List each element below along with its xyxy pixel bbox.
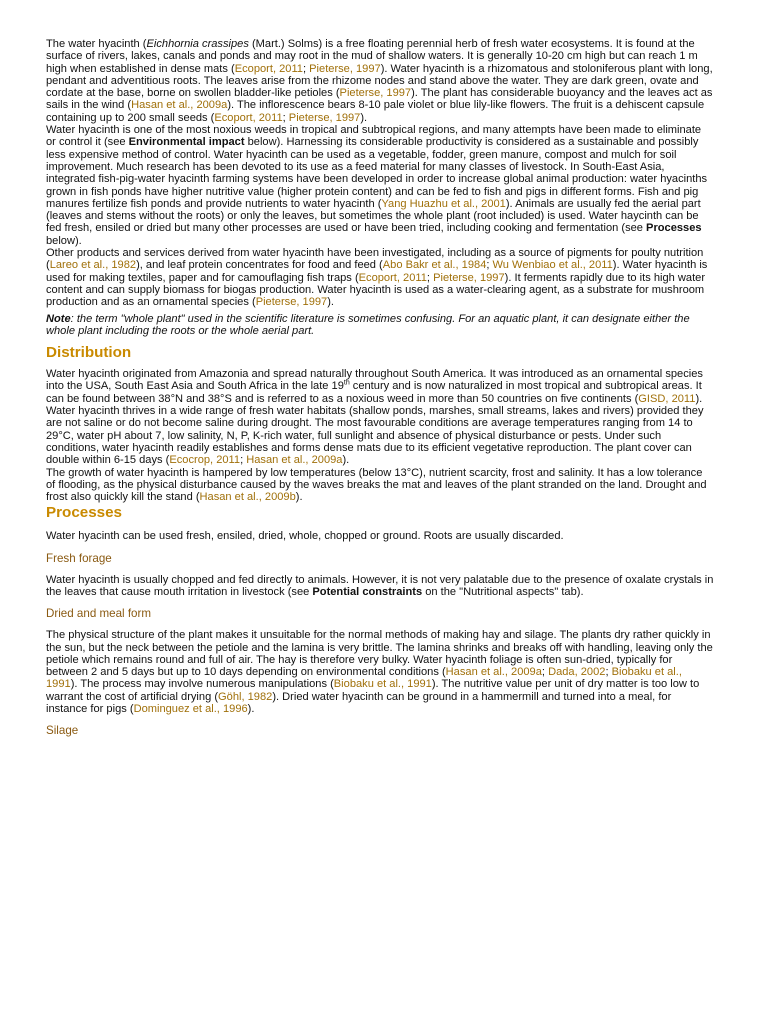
intro-paragraph-2 xyxy=(46,124,714,247)
text: ), and leaf protein concentrates for food and feed ( xyxy=(136,259,383,272)
text: ). It ferments rapidly due to its high water content and can supply biomass for biogas production. Water hyacinth is used as a water-clearing agent, as a substrate for mushroom production and as an ornamental species ( xyxy=(46,271,706,309)
citation-link[interactable]: Hasan et al., 2009a xyxy=(131,99,228,112)
subheading-dried-meal-form: Dried and meal form xyxy=(46,607,152,621)
text: century and is now naturalized in most tropical and subtropical areas. It can be found between 38°N and 38°S and is referred to as a noxious weed in more than 50 countries on five continents ( xyxy=(46,380,702,405)
text: below). xyxy=(46,234,82,247)
citation-link[interactable]: GISD, 2011 xyxy=(638,392,696,405)
subheading-fresh-forage: Fresh forage xyxy=(46,551,112,565)
text: ; xyxy=(302,62,310,75)
text: Water hyacinth is usually chopped and fed directly to animals. However, it is not very palatable due to the presence of oxalate crystals in the leaves that cause mouth irritation in livestock (see xyxy=(46,573,714,598)
text: ). Dried water hyacinth can be ground in a hammermill and turned into a meal, for instance for pigs ( xyxy=(46,690,672,716)
citation-link[interactable]: Yang Huazhu et al., 2001 xyxy=(381,197,506,210)
subheading-silage: Silage xyxy=(46,724,79,738)
citation-link[interactable]: Dominguez et al., 1996 xyxy=(133,703,248,716)
text: The growth of water hyacinth is hampered by low temperatures (below 13°C), nutrient scarcity, frost and salinity. It has a low tolerance of flooding, as the physical disturbance caused by the waves breaks the mat and leaves of the plant stranded on the land. Drought and frost also quickly kill the stand ( xyxy=(46,466,707,504)
text: (Mart.) Solms) is a free floating perennial herb of fresh water ecosystems. It is found at the surface of rivers, lakes, canals and ponds and may root in the mud of shallow waters. It is generally 10-20 cm high but can reach 1 m high when established in dense mats ( xyxy=(46,38,698,75)
citation-link[interactable]: Wu Wenbiao et al., 2011 xyxy=(492,259,613,272)
text: ). xyxy=(247,703,255,716)
text: Water hyacinth thrives in a wide range of fresh water habitats (shallow ponds, marshes, small streams, lakes and rivers) provided they are not saline or do not become saline during drought. The most favourable conditions are average temperatures ranging from 14 to 29°C, water pH about 7, low salinity, N, P, K-rich water, full sunlight and absence of physical disturbance or pests. Under such conditions, water hyacinth readily establishes and forms dense mats due to its efficient vegetative reproduction. The plant cover can double within 6-15 days ( xyxy=(46,405,704,467)
citation-link[interactable]: Biobaku et al., 1991 xyxy=(46,666,682,691)
species-name: Eichhornia crassipes xyxy=(146,38,249,50)
distribution-paragraph-1 xyxy=(46,368,714,405)
section-reference: Processes xyxy=(646,222,702,235)
citation-link[interactable]: Abo Bakr et al., 1984 xyxy=(382,259,487,272)
citation-link[interactable]: Pieterse, 1997 xyxy=(433,271,505,284)
text: ). Water hyacinth is used for making textiles, paper and for camouflaging fish traps ( xyxy=(46,259,708,284)
text: Water hyacinth is one of the most noxious weeds in tropical and subtropical regions, and many attempts have been made to eliminate or control it (see xyxy=(46,124,702,149)
text: ). The plant has considerable buoyancy and the leaves act as sails in the wind ( xyxy=(46,87,713,112)
note-paragraph xyxy=(46,313,714,338)
note-text: : the term "whole plant" used in the scientific literature is sometimes confusing. For an aquatic plant, it can designate either the whole plant including the roots or the whole aerial part. xyxy=(46,312,690,337)
text: ). xyxy=(360,111,368,124)
citation-link[interactable]: Dada, 2002 xyxy=(548,666,606,679)
text: ; xyxy=(426,271,434,284)
text: ). The inflorescence bears 8-10 pale violet or blue lily-like flowers. The fruit is a dehiscent capsule containing up to 200 small seeds ( xyxy=(46,99,705,124)
fresh-forage-paragraph xyxy=(46,574,714,599)
text: ). The process may involve numerous manipulations ( xyxy=(70,678,334,691)
intro-paragraph-1 xyxy=(46,38,714,124)
text: ; xyxy=(541,666,549,679)
text: ; xyxy=(240,454,247,467)
citation-link[interactable]: Biobaku et al., 1991 xyxy=(333,678,432,691)
text: ; xyxy=(282,111,289,124)
text: The water hyacinth ( xyxy=(46,38,147,50)
citation-link[interactable]: Ecoport, 2011 xyxy=(234,62,303,75)
text: Other products and services derived from water hyacinth have been investigated, including as a source of pigments for poulty nutrition ( xyxy=(46,247,704,272)
citation-link[interactable]: Pieterse, 1997 xyxy=(288,111,361,124)
text: ). xyxy=(695,392,703,405)
text: ). Animals are usually fed the aerial part (leaves and stems without the roots) or only the leaves, but sometimes the whole plant (root included) is used. Water haycinth can be fed fresh, ensiled or dried but many other processes are used or have been tried, including cooking and fermentation (see xyxy=(46,197,701,235)
text: below). Harnessing its considerable productivity is considered as a sustainable and possibly less expensive method of control. Water hyacinth can be used as a vegetable, fodder, green manure, compost and mulch for soil improvement. Much research has been devoted to its use as a feed material for many classes of livestock. In South-East Asia, integrated fish-pig-water hyacinth farming systems have been developed in order to increase global animal production: water hyacinths grown in fish ponds have higher nutritive value (higher protein content) and can be fed to fish and pigs in different forms. Fish and pig manures fertilize fish ponds and provide nutrients to water hyacinth ( xyxy=(46,136,708,210)
distribution-paragraph-2 xyxy=(46,405,714,466)
citation-link[interactable]: Pieterse, 1997 xyxy=(339,87,412,100)
text: ; xyxy=(486,259,493,272)
text: Water hyacinth originated from Amazonia and spread naturally throughout South America. It was introduced as an ornamental species into the USA, South East Asia and South Africa in the late 19 xyxy=(46,368,703,393)
citation-link[interactable]: Hasan et al., 2009a xyxy=(445,666,542,679)
text: on the "Nutritional aspects" tab). xyxy=(422,585,584,598)
citation-link[interactable]: Hasan et al., 2009b xyxy=(199,491,296,504)
processes-intro: Water hyacinth can be used fresh, ensiled, dried, whole, chopped or ground. Roots are usually discarded. xyxy=(46,530,564,543)
citation-link[interactable]: Ecocrop, 2011 xyxy=(169,454,241,467)
note-label: Note xyxy=(46,312,71,325)
section-heading-processes: Processes xyxy=(46,504,122,522)
distribution-paragraph-3 xyxy=(46,467,714,504)
text: ). xyxy=(342,454,350,467)
citation-link[interactable]: Hasan et al., 2009a xyxy=(246,454,343,467)
text: ). The nutritive value per unit of dry matter is too low to warrant the cost of artificial drying ( xyxy=(46,678,700,703)
text: ). xyxy=(295,491,303,504)
section-reference: Environmental impact xyxy=(128,136,245,149)
citation-link[interactable]: Lareo et al., 1982 xyxy=(49,259,137,272)
citation-link[interactable]: Pieterse, 1997 xyxy=(309,62,381,75)
intro-paragraph-3 xyxy=(46,247,714,308)
text: The physical structure of the plant makes it unsuitable for the normal methods of making hay and silage. The plants dry rather quickly in the sun, but the neck between the petiole and the lamina is very brittle. The lamina shrinks and breaks off with handling, leaving only the petiole which remains round and full of air. The hay is therefore very bulky. Water hyacinth foliage is often sun-dried, typically for between 2 and 5 days but up to 10 days depending on environmental conditions ( xyxy=(46,629,713,679)
text: ; xyxy=(605,666,612,679)
section-reference: Potential constraints xyxy=(312,585,423,598)
section-heading-distribution: Distribution xyxy=(46,344,132,362)
citation-link[interactable]: Pieterse, 1997 xyxy=(255,296,328,309)
citation-link[interactable]: Ecoport, 2011 xyxy=(214,111,283,124)
superscript: th xyxy=(343,379,350,387)
citation-link[interactable]: Göhl, 1982 xyxy=(218,690,273,703)
text: ). xyxy=(327,296,335,309)
dried-meal-paragraph xyxy=(46,629,714,715)
text: ). Water hyacinth is a rhizomatous and stoloniferous plant with long, pendant and adventitious roots. The leaves arise from the rhizome nodes and stand above the water. They are dark green, ovate and cordate at the base, borne on swollen bladder-like petioles ( xyxy=(46,62,713,100)
citation-link[interactable]: Ecoport, 2011 xyxy=(358,271,427,284)
document-body xyxy=(46,38,714,737)
